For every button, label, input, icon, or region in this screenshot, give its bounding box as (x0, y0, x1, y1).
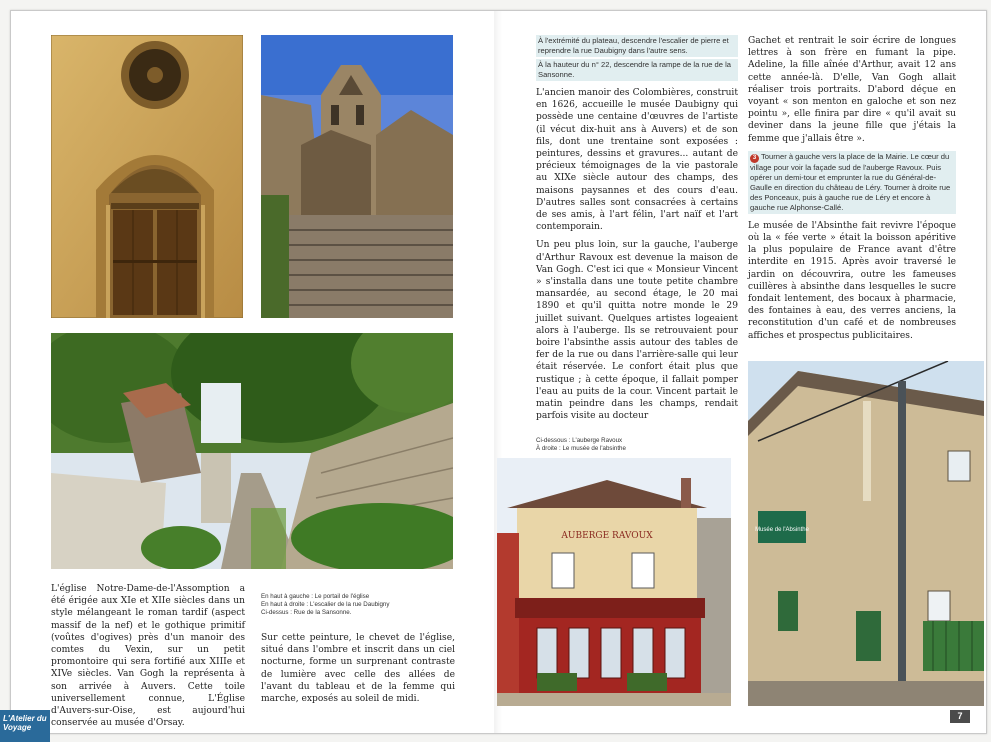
paragraph-gachet: Gachet et rentrait le soir écrire de longues lettres à son frère en fumant la pipe. Adeline, la fille aînée d'Arthur, avait 12 ans cette année-là. D'elle, Van Gogh allait réaliser trois portraits. D'abord déçue en voyant « son menton en galoche et son nez pointu », elle finira par dire « qu'il avait su deviner dans la jeune fille que j'étais la femme que j'allais être ». (748, 36, 956, 144)
paragraph-peinture: Sur cette peinture, le chevet de l'église, situé dans l'ombre et inscrit dans un ciel nocturne, forme un surprenant contraste de lumière avec celle des allées de l'avant du tableau et de la femme qui marche, exposés au soleil de midi. (261, 633, 455, 705)
photo-rue-sansonne (51, 333, 453, 569)
route-instruction-1: À l'extrémité du plateau, descendre l'escalier de pierre et reprendre la rue Daubigny dans l'autre sens. (536, 35, 738, 57)
paragraph-auberge: Un peu plus loin, sur la gauche, l'auberge d'Arthur Ravoux est devenue la maison de Van Gogh. C'est ici que « Monsieur Vincent » s'installa dans une toute petite chambre mansardée, au second étage, le 20 mai 1890 et qu'il quitta notre monde le 29 juillet suivant. Quelques artistes logeaient alors à l'auberge. Ils se retrouvaient pour boire l'absinthe assis autour des tables de fer de la rue ou dans l'arrière-salle qui leur était réservée. Le confort était plus que rustique ; à cette époque, il fallait pomper l'eau au puits de la cour. Vincent partait le matin peindre dans les champs, rendait parfois visite au docteur (536, 240, 738, 422)
caption-left (261, 585, 453, 617)
paragraph-absinthe: Le musée de l'Absinthe fait revivre l'époque où la « fée verte » était la boisson apéritive la plus populaire de France avant d'être interdite en 1915. Après avoir traversé le jardin on découvrira, outre les fameuses cuillères à absinthe dans lesquelles le sucre fondait lentement, des bocaux à pharmacie, des fontaines à eau, des verres anciens, la reconstitution d'un café et de nombreuses affiches et prospectus publicitaires. (748, 220, 956, 341)
paragraph-eglise: L'église Notre-Dame-de-l'Assomption a été érigée aux XIe et XIIe siècles dans un style mélangeant le roman tardif (aspect massif de la nef) et le gothique primitif (voûtes d'ogives) près d'un manoir des comtes du Vexin, sur un petit promontoire qui sera fortifié aux XIIIe et XIVe siècles. Van Gogh la représenta à son arrivée à Auvers. Cette toile universellement connue, L'Église d'Auvers-sur-Oise, est aujourd'hui conservée au musée d'Orsay. (51, 584, 245, 729)
paragraph-manoir: L'ancien manoir des Colombières, construit en 1626, accueille le musée Daubigny qui possède une centaine d'œuvres de l'artiste (il vécut dix-huit ans à Auvers) et de son fils, dont une trentaine sont exposées : peintures, dessins et gravures... autant de précieux témoignages de la vie pastorale au XIXe siècle autour des champs, des maisons paysannes et des cours d'eau. D'autres salles sont consacrées à certains de ses amis, à l'art félin, l'art naïf et l'art contemporain. (536, 88, 738, 233)
right-column-2 (748, 35, 956, 342)
photo-auberge-ravoux (497, 458, 731, 706)
route-instruction-3 (748, 151, 956, 214)
route-instruction-3-text: Tourner à gauche vers la place de la Mairie. Le cœur du village pour voir la façade sud de l'auberge Ravoux. Puis opérer un demi-tour et emprunter la rue du Général-de-Gaulle en direction du château de Léry. Tourner à droite rue des Ponceaux, puis à gauche rue de Léry et encore à gauche rue Alphonse-Callé. (750, 151, 951, 212)
auberge-sign: AUBERGE RAVOUX (561, 531, 653, 541)
caption-right (536, 429, 738, 453)
publisher-logo (0, 710, 50, 742)
absinthe-sign: Musée de l'Absinthe (755, 527, 809, 533)
page-number: 7 (950, 710, 970, 723)
photo-church-portal (51, 35, 243, 318)
photo-church-stairs (261, 35, 453, 318)
middle-column-text (261, 632, 455, 705)
photo-musee-absinthe (748, 361, 984, 706)
caption-right-text: Ci-dessous : L'auberge Ravoux À droite : Le musée de l'absinthe (536, 437, 626, 452)
publisher-logo-text: L'Atelier du Voyage (3, 714, 47, 732)
right-column-1 (536, 35, 738, 422)
magazine-spread (10, 10, 987, 734)
step-number-badge: 3 (750, 154, 759, 163)
caption-left-text: En haut à gauche : Le portail de l'église En haut à droite : L'escalier de la rue Daubigny Ci-dessus : Rue de la Sansonne. (261, 593, 390, 616)
route-instruction-2: À la hauteur du n° 22, descendre la rampe de la rue de la Sansonne. (536, 59, 738, 81)
left-column-text (51, 583, 245, 729)
